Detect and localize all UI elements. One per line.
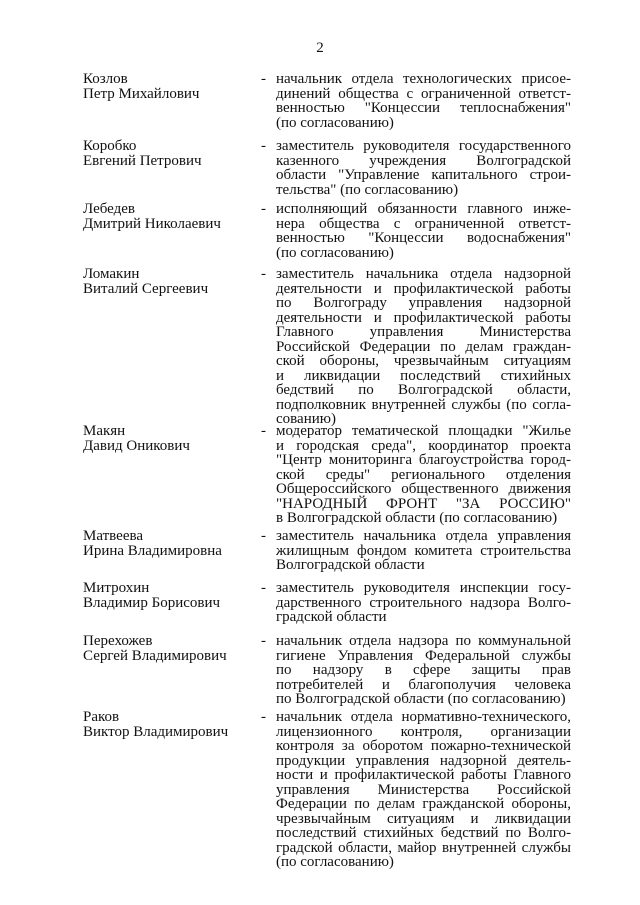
entry-dash: - <box>261 633 266 649</box>
entry-dash: - <box>261 709 266 725</box>
position-line: гигиене Управления Федеральной службы <box>276 647 571 664</box>
member-given-names: Виталий Сергеевич <box>83 281 209 297</box>
position-line: заместитель начальника отдела надзорной <box>276 266 571 282</box>
position-line: и городская среда", координатор проекта <box>276 437 571 454</box>
position-line: начальник отдела нормативно-технического, <box>276 709 571 725</box>
position-line: венностью "Концессии водоснабжения" <box>276 230 571 246</box>
member-position <box>276 529 571 573</box>
member-name <box>83 139 258 169</box>
position-line: чрезвычайным ситуациям и ликвидации <box>276 810 571 827</box>
position-line: венностью "Концессии теплоснабжения" <box>276 100 571 116</box>
position-line: (по согласованию) <box>276 114 394 131</box>
position-line: ской среды" регионального отделения <box>276 466 571 483</box>
position-line: нера общества с ограниченной ответст- <box>276 215 571 232</box>
position-line: ской обороны, чрезвычайным ситуациям <box>276 353 571 369</box>
member-name <box>83 634 258 664</box>
position-line: лицензионного контроля, организации <box>276 723 571 740</box>
member-position <box>276 424 571 526</box>
member-given-names: Ирина Владимировна <box>83 543 222 559</box>
member-given-names: Давид Оникович <box>83 438 190 454</box>
position-line: тельства" (по согласованию) <box>276 181 459 198</box>
position-line: модератор тематической площадки "Жилье <box>276 423 571 439</box>
page-number: 2 <box>316 40 324 56</box>
position-line: контроля за оборотом пожарно-технической <box>276 738 571 754</box>
position-line: и ликвидации последствий стихийных <box>276 367 571 384</box>
position-line: (по согласованию) <box>276 244 394 261</box>
position-line: Федерации по делам гражданской обороны, <box>276 796 571 812</box>
member-name <box>83 202 258 232</box>
position-line: заместитель начальника отдела управления <box>276 528 571 544</box>
member-surname: Коробко <box>83 138 137 154</box>
entry-dash: - <box>261 138 266 154</box>
position-line: сованию) <box>276 411 336 427</box>
position-line: Волгоградской области <box>276 557 425 573</box>
member-name <box>83 529 258 559</box>
position-line: казенного учреждения Волгоградской <box>276 152 571 169</box>
position-line: в Волгоградской области (по согласованию) <box>276 510 558 526</box>
member-surname: Ломакин <box>83 266 140 282</box>
position-line: исполняющий обязанности главного инже- <box>276 201 571 217</box>
position-line: дарственного строительного надзора Волго- <box>276 594 571 611</box>
position-line: заместитель руководителя инспекции госу- <box>276 580 571 596</box>
position-line: области "Управление капитального строи- <box>276 167 571 183</box>
member-position <box>276 634 571 707</box>
position-line: подполковник внутренней службы (по согла- <box>276 396 571 413</box>
position-line: деятельности и профилактической работы <box>276 280 571 297</box>
entry-dash: - <box>261 528 266 544</box>
position-line: Российской Федерации по делам граждан- <box>276 338 571 355</box>
member-name <box>83 581 258 611</box>
position-line: последствий стихийных бедствий по Волго- <box>276 825 571 841</box>
position-line: бедствий по Волгоградской области, <box>276 382 571 398</box>
position-line: деятельности и профилактической работы <box>276 309 571 326</box>
entry-dash: - <box>261 201 266 217</box>
member-surname: Раков <box>83 709 120 725</box>
member-position <box>276 72 571 130</box>
member-surname: Митрохин <box>83 580 150 596</box>
member-surname: Макян <box>83 423 126 439</box>
position-line: градской области <box>276 609 387 625</box>
member-surname: Козлов <box>83 71 128 87</box>
member-given-names: Петр Михайлович <box>83 86 200 102</box>
member-name <box>83 267 258 297</box>
position-line: управления Министерства Российской <box>276 781 571 798</box>
position-line: "НАРОДНЫЙ ФРОНТ "ЗА РОССИЮ" <box>276 495 571 512</box>
member-given-names: Сергей Владимирович <box>83 648 227 664</box>
position-line: начальник отдела технологических присое- <box>276 71 571 87</box>
member-given-names: Дмитрий Николаевич <box>83 216 221 232</box>
member-name <box>83 710 258 740</box>
member-position <box>276 710 571 870</box>
member-surname: Лебедев <box>83 201 135 217</box>
entry-dash: - <box>261 423 266 439</box>
member-position <box>276 202 571 260</box>
position-line: потребителей и благополучия человека <box>276 676 571 693</box>
entry-dash: - <box>261 266 266 282</box>
position-line: продукции управления надзорной деятель- <box>276 752 571 769</box>
member-given-names: Владимир Борисович <box>83 595 221 611</box>
member-given-names: Евгений Петрович <box>83 153 202 169</box>
position-line: (по согласованию) <box>276 854 394 870</box>
position-line: Общероссийского общественного движения <box>276 481 571 497</box>
position-line: заместитель руководителя государственного <box>276 138 571 154</box>
member-surname: Матвеева <box>83 528 144 544</box>
position-line: начальник отдела надзора по коммунальной <box>276 633 571 649</box>
entry-dash: - <box>261 580 266 596</box>
position-line: динений общества с ограниченной ответст- <box>276 85 571 102</box>
member-position <box>276 139 571 197</box>
position-line: Главного управления Министерства <box>276 324 571 340</box>
position-line: по Волгоградской области (по согласованию) <box>276 691 566 707</box>
position-line: жилищным фондом комитета строительства <box>276 542 571 559</box>
member-surname: Перехожев <box>83 633 153 649</box>
member-position <box>276 581 571 625</box>
member-name <box>83 424 258 454</box>
position-line: по Волгограду управления надзорной <box>276 295 571 311</box>
position-line: ности и профилактической работы Главного <box>276 767 571 783</box>
member-given-names: Виктор Владимирович <box>83 724 229 740</box>
position-line: "Центр мониторинга благоустройства город- <box>276 452 571 468</box>
member-name <box>83 72 258 102</box>
position-line: по надзору в сфере защиты прав <box>276 662 571 678</box>
position-line: градской области, майор внутренней службы <box>276 839 571 856</box>
entry-dash: - <box>261 71 266 87</box>
member-position <box>276 267 571 427</box>
